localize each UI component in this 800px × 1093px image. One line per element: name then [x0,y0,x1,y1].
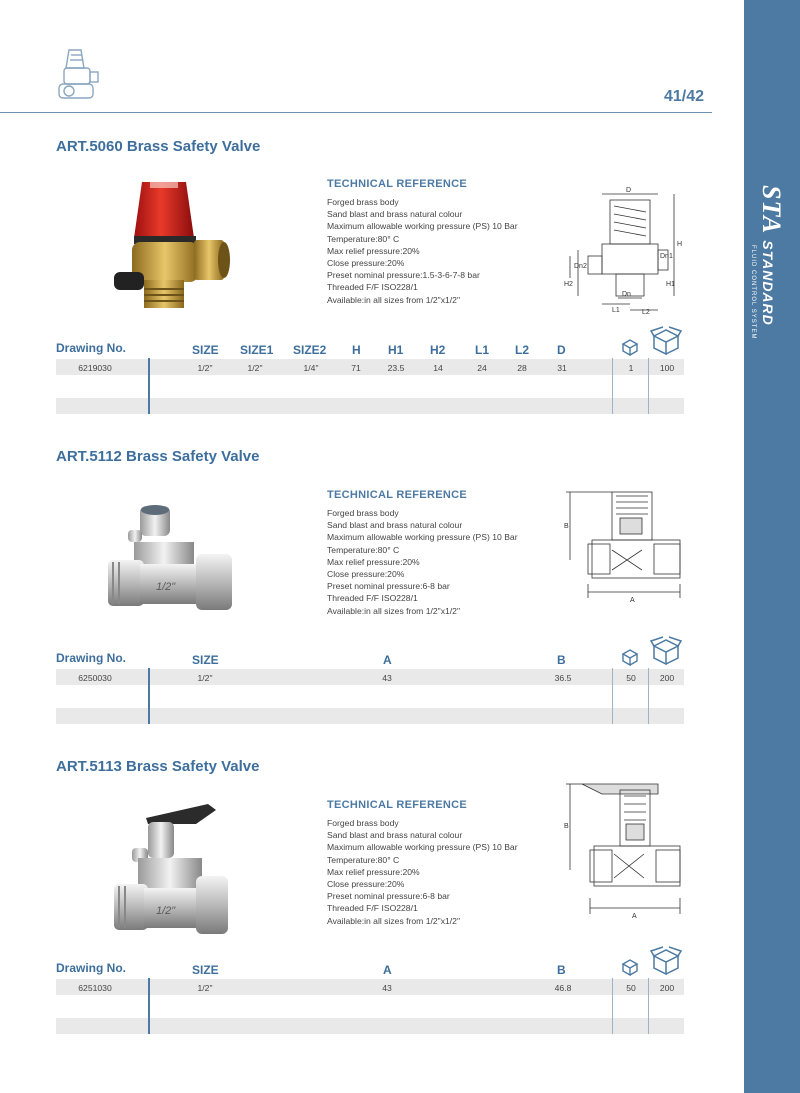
section-title: ART.5060 Brass Safety Valve [56,138,261,155]
tech-item: Temperature:80° C [327,233,400,244]
header-drawing-no: Drawing No. [56,651,127,665]
header-drawing-no: Drawing No. [56,341,127,355]
cell-size2: 1/4" [303,363,319,373]
header-size: SIZE [192,343,219,357]
table-divider [148,668,150,724]
carton-box-icon [650,326,682,356]
tech-item: Max relief pressure:20% [327,866,420,877]
photo-size-mark: 1/2" [156,905,176,917]
sidebar-band [744,0,800,1093]
cell-h2: 14 [433,363,443,373]
cell-drawing-no: 6219030 [78,363,112,373]
table-divider [612,358,613,414]
tech-item: Close pressure:20% [327,879,405,890]
tech-item: Max relief pressure:20% [327,245,420,256]
tech-item: Preset nominal pressure:6-8 bar [327,581,450,592]
tech-item: Close pressure:20% [327,258,405,269]
cell-inner-pack: 50 [626,673,636,683]
tech-reference-title: TECHNICAL REFERENCE [327,489,467,501]
tech-item: Available:in all sizes from 1/2"x1/2" [327,915,461,926]
tech-item: Available:in all sizes from 1/2"x1/2" [327,294,461,305]
cell-inner-pack: 50 [626,983,636,993]
tech-item: Threaded F/F ISO228/1 [327,282,418,293]
table-divider [612,978,613,1034]
technical-drawing [560,488,690,608]
cell-drawing-no: 6250030 [78,673,112,683]
dim-label: A [632,913,637,920]
header-h1: H1 [388,343,404,357]
tech-item: Forged brass body [327,508,399,518]
inner-box-icon [620,958,640,976]
dim-label: H [677,241,683,248]
cell-a: 43 [382,673,392,683]
tech-item: Close pressure:20% [327,569,405,580]
header-l1: L1 [475,343,490,357]
dim-label: A [630,597,635,604]
valve-photo [110,800,230,936]
tech-item: Maximum allowable working pressure (PS) 10 Bar [327,842,518,853]
header-d: D [557,343,566,357]
dim-label: L1 [612,307,620,314]
inner-box-icon [620,338,640,356]
tech-reference-list [327,196,518,306]
header-drawing-no: Drawing No. [56,961,127,975]
dim-label: B [564,523,569,530]
tech-item: Threaded F/F ISO228/1 [327,593,418,604]
tech-item: Threaded F/F ISO228/1 [327,903,418,914]
header-rule [0,112,712,113]
table-divider [648,358,649,414]
dim-label: Dn2 [574,263,587,270]
cell-h1: 23.5 [387,363,405,373]
dim-label: B [564,823,569,830]
brand-logo: STA [757,185,786,235]
cell-size: 1/2" [197,673,213,683]
carton-box-icon [650,636,682,666]
tech-item: Temperature:80° C [327,544,400,555]
cell-carton-pack: 100 [659,363,675,373]
tech-item: Sand blast and brass natural colour [327,830,463,841]
safety-valve-icon [55,46,101,104]
dim-label: Dn [622,291,631,298]
page-number: 41/42 [664,88,705,105]
table-divider [648,978,649,1034]
valve-photo [108,176,238,324]
brand-tagline: FLUID CONTROL SYSTEM [750,245,756,340]
cell-size1: 1/2" [247,363,263,373]
table-row-empty [56,1018,684,1034]
cell-l2: 28 [517,363,527,373]
dim-label: D [626,187,632,194]
header-b: B [557,963,566,977]
tech-item: Sand blast and brass natural colour [327,209,463,220]
section-title: ART.5113 Brass Safety Valve [56,758,260,775]
table-row [56,979,684,995]
table-divider [648,668,649,724]
dim-label: H1 [666,281,675,288]
tech-reference-list [327,507,518,617]
tech-item: Forged brass body [327,818,399,828]
table-row [56,359,684,375]
tech-item: Preset nominal pressure:6-8 bar [327,891,450,902]
cell-carton-pack: 200 [659,983,675,993]
table-row [56,669,684,685]
header-h2: H2 [430,343,446,357]
header-size: SIZE [192,653,219,667]
header-size1: SIZE1 [240,343,274,357]
cell-inner-pack: 1 [628,363,634,373]
cell-b: 46.8 [554,983,572,993]
photo-size-mark: 1/2" [156,581,176,593]
header-h: H [352,343,361,357]
table-row-empty [56,398,684,414]
table-divider [612,668,613,724]
header-size2: SIZE2 [293,343,327,357]
technical-drawing [560,776,690,924]
sidebar-brand [756,185,786,326]
valve-photo [104,502,234,620]
tech-item: Sand blast and brass natural colour [327,520,463,531]
tech-reference-title: TECHNICAL REFERENCE [327,178,467,190]
dim-label: H2 [564,281,573,288]
technical-drawing [560,186,690,316]
cell-l1: 24 [477,363,487,373]
tech-item: Preset nominal pressure:1.5-3-6-7-8 bar [327,270,480,281]
section-title: ART.5112 Brass Safety Valve [56,448,260,465]
header-a: A [383,963,392,977]
tech-reference-list [327,817,518,927]
cell-d: 31 [557,363,567,373]
cell-size: 1/2" [197,983,213,993]
cell-b: 36.5 [554,673,572,683]
header-a: A [383,653,392,667]
tech-item: Max relief pressure:20% [327,556,420,567]
brand-name: STANDARD [760,240,776,326]
inner-box-icon [620,648,640,666]
carton-box-icon [650,946,682,976]
cell-a: 43 [382,983,392,993]
header-l2: L2 [515,343,530,357]
tech-item: Temperature:80° C [327,854,400,865]
tech-reference-title: TECHNICAL REFERENCE [327,799,467,811]
table-divider [148,358,150,414]
cell-size: 1/2" [197,363,213,373]
tech-item: Maximum allowable working pressure (PS) 10 Bar [327,221,518,232]
tech-item: Available:in all sizes from 1/2"x1/2" [327,605,461,616]
dim-label: Dn1 [660,253,673,260]
dim-label: L2 [642,309,650,316]
cell-carton-pack: 200 [659,673,675,683]
tech-item: Maximum allowable working pressure (PS) 10 Bar [327,532,518,543]
cell-drawing-no: 6251030 [78,983,112,993]
tech-item: Forged brass body [327,197,399,207]
header-size: SIZE [192,963,219,977]
table-divider [148,978,150,1034]
header-b: B [557,653,566,667]
cell-h: 71 [351,363,361,373]
table-row-empty [56,708,684,724]
